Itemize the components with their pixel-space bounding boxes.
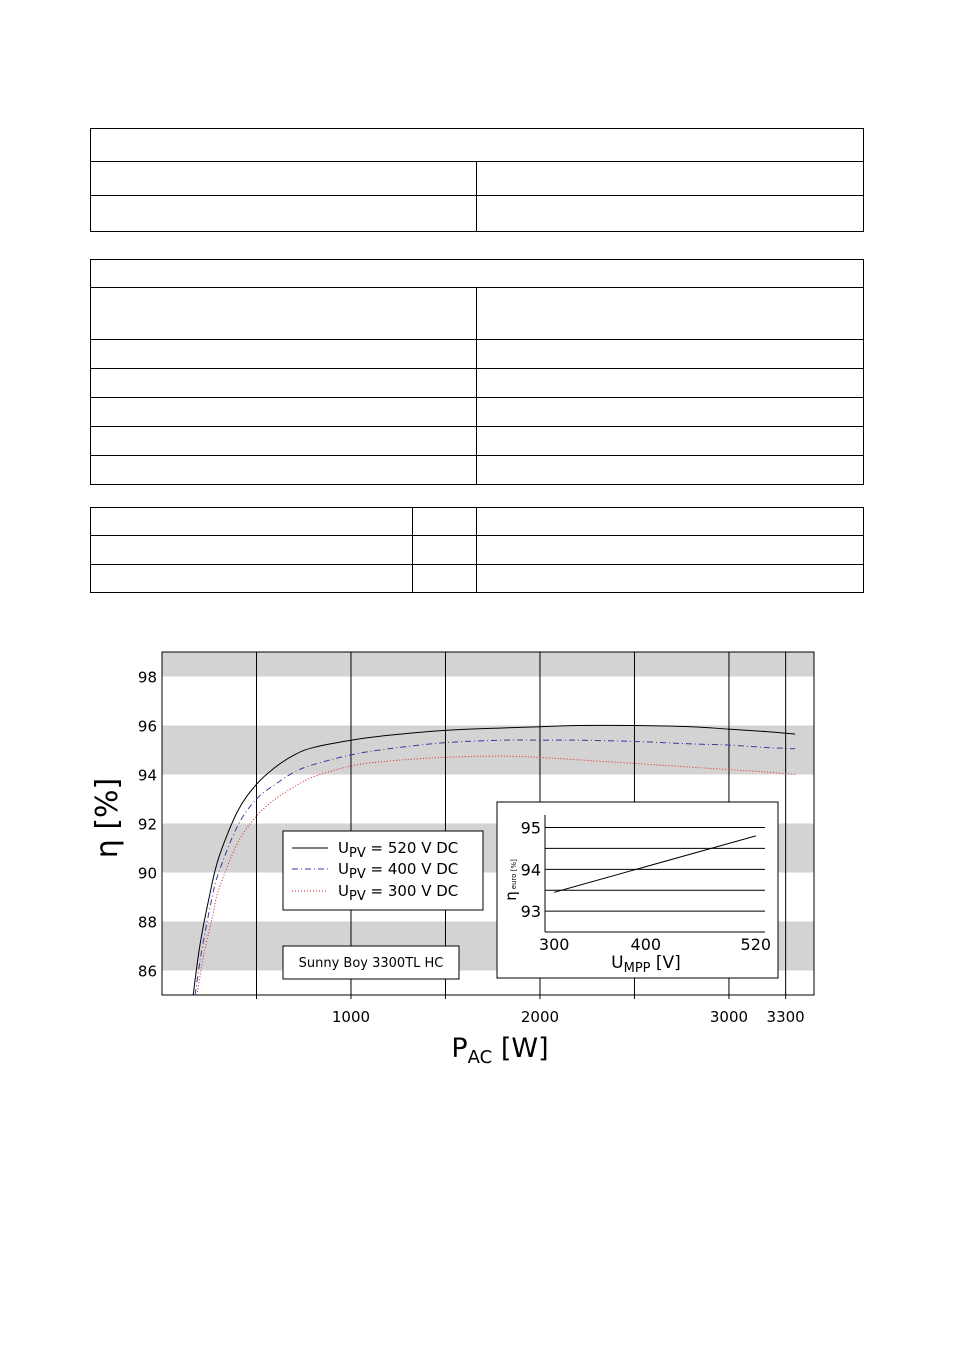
- inset-y-tick-label: 95: [520, 818, 541, 838]
- x-tick-label: 1000: [331, 1008, 371, 1026]
- inset-x-axis-label: $U_{MPP}$ [V]: [611, 953, 681, 976]
- device-annotation: Sunny Boy 3300TL HC: [298, 956, 444, 971]
- x-axis-label-sub: AC: [467, 1047, 493, 1068]
- y-tick-label: 92: [137, 815, 157, 834]
- x-tick-label: 2000: [520, 1008, 560, 1026]
- y-tick-label: 96: [137, 717, 157, 736]
- inset-y-axis-label: ηeuro [%]: [502, 859, 520, 901]
- legend-entry-300: UPV = 300 V DC: [338, 882, 459, 904]
- y-axis-label: η [%]: [90, 777, 125, 859]
- y-tick-label: 88: [137, 913, 157, 932]
- x-tick-label: 3300: [766, 1008, 805, 1026]
- y-tick-label: 98: [137, 668, 157, 687]
- x-tick-labels: [332, 1008, 805, 1026]
- y-tick-label: 90: [137, 864, 157, 883]
- inset-x-tick-label: 300: [538, 935, 570, 954]
- inset-y-tick-label: 93: [520, 902, 541, 922]
- x-tick-label: 3000: [709, 1008, 749, 1026]
- inset-y-tick-label: 94: [520, 860, 541, 880]
- shaded-band: [162, 652, 814, 677]
- legend-entry-400: UPV = 400 V DC: [338, 860, 459, 882]
- x-axis-label-unit: [W]: [492, 1033, 549, 1064]
- y-tick-label: 94: [137, 766, 157, 785]
- legend-entry-520: UPV = 520 V DC: [338, 839, 459, 861]
- x-axis-label-main: P: [451, 1033, 468, 1064]
- shaded-band: [162, 726, 814, 775]
- inset-x-tick-label: 400: [630, 935, 662, 954]
- inset-y-tick-labels: [521, 819, 541, 922]
- y-tick-label: 86: [137, 962, 157, 981]
- legend: [283, 831, 483, 910]
- inset-x-tick-label: 520: [740, 935, 772, 954]
- x-axis-label: [451, 1033, 548, 1068]
- y-tick-labels: [138, 669, 157, 981]
